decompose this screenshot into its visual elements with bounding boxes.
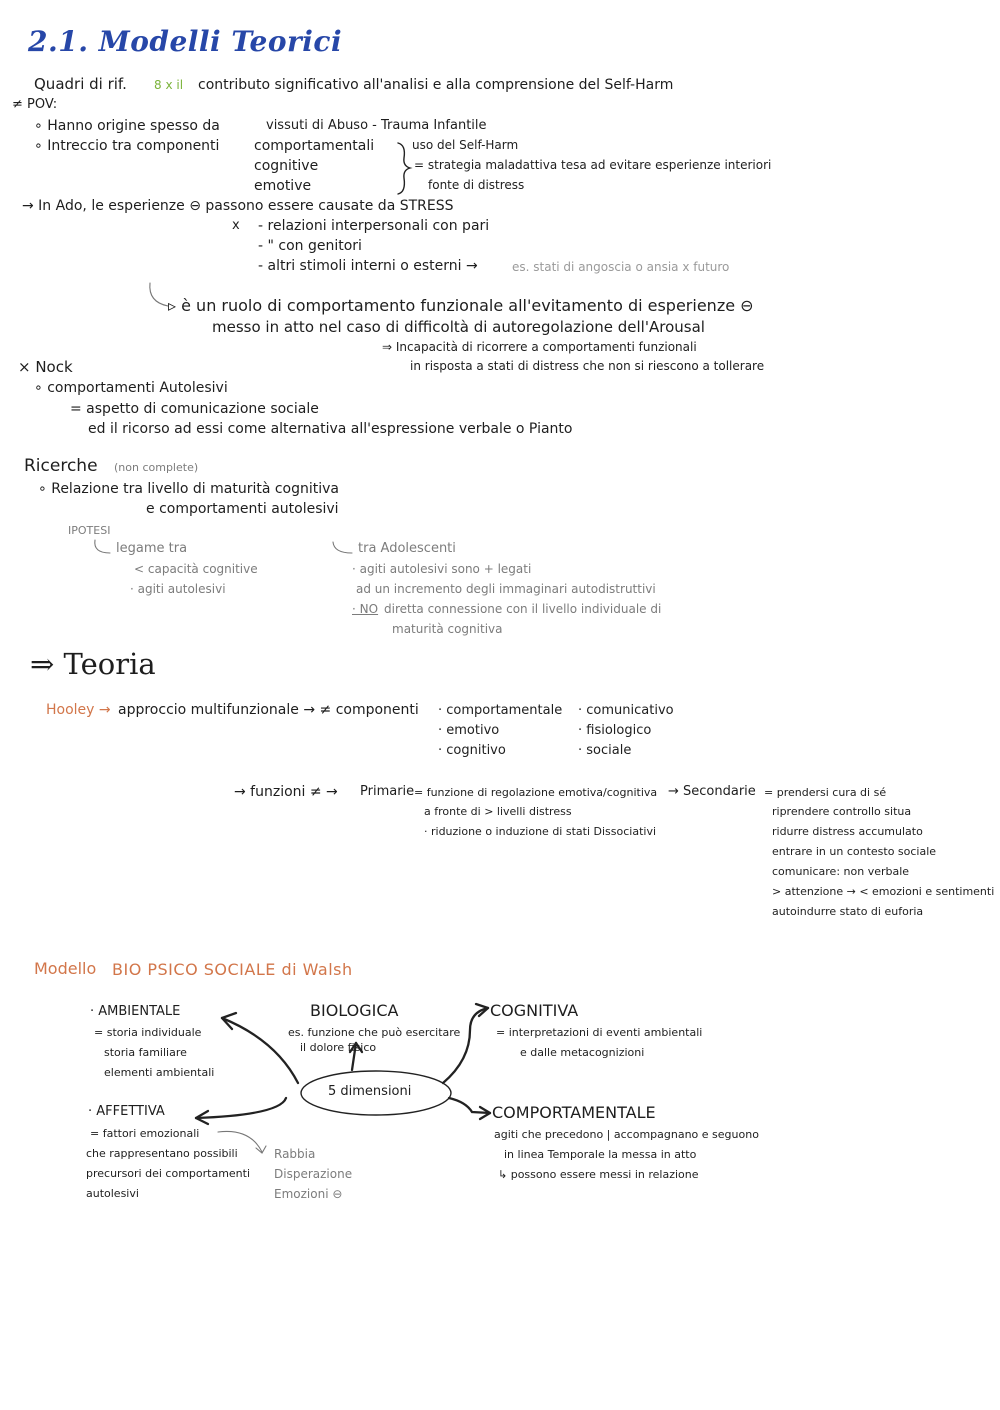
affettiva-4: autolesivi <box>86 1187 139 1200</box>
comportamentale-1: agiti che precedono | accompagnano e seguono <box>494 1128 759 1141</box>
intro-line1a: Quadri di rif. <box>34 75 127 93</box>
affettiva-1: = fattori emozionali <box>90 1127 200 1140</box>
emozione-negative: Emozioni ⊖ <box>274 1187 343 1201</box>
affettiva-3: precursori dei comportamenti <box>86 1167 251 1180</box>
ado-research-head: tra Adolescenti <box>358 541 456 556</box>
hooley-approccio: approccio multifunzionale → ≠ componenti <box>118 702 419 718</box>
ricerche-note: (non complete) <box>114 461 199 474</box>
secondarie-2: riprendere controllo situa <box>772 805 912 818</box>
comportamentale-3: ↳ possono essere messi in relazione <box>498 1168 699 1181</box>
uso-line1: uso del Self-Harm <box>412 138 519 152</box>
secondarie-4: entrare in un contesto sociale <box>772 845 937 858</box>
comp-item-4: · comunicativo <box>578 703 674 718</box>
secondarie-5: comunicare: non verbale <box>772 865 910 878</box>
ado-research-1: · agiti autolesivi sono + legati <box>352 562 532 576</box>
emozione-disperazione: Disperazione <box>274 1167 353 1181</box>
biologica-2: il dolore fisico <box>300 1041 377 1054</box>
nock-line2: = aspetto di comunicazione sociale <box>70 401 319 417</box>
primarie-3: · riduzione o induzione di stati Dissociativi <box>424 825 657 838</box>
primarie-2: a fronte di > livelli distress <box>424 805 572 818</box>
uso-line2: = strategia maladattiva tesa ad evitare esperienze interiori <box>414 158 772 172</box>
secondarie-6: > attenzione → < emozioni e sentimenti <box>772 885 995 898</box>
ruolo-line1: ▹ è un ruolo di comportamento funzionale all'evitamento di esperienze ⊖ <box>168 296 754 315</box>
walsh-center: 5 dimensioni <box>328 1084 412 1099</box>
ipotesi-agiti: · agiti autolesivi <box>130 582 226 596</box>
rel-3-example: es. stati di angoscia o ansia x futuro <box>512 260 730 274</box>
ricerche-bullet-b: e comportamenti autolesivi <box>146 501 339 517</box>
ambientale-1: = storia individuale <box>94 1026 202 1039</box>
ado-line: → In Ado, le esperienze ⊖ passono essere causate da STRESS <box>22 198 454 214</box>
comportamentale-2: in linea Temporale la messa in atto <box>504 1148 697 1161</box>
rel-3: - altri stimoli interni o esterni → <box>258 258 478 274</box>
affettiva-heading: · AFFETTIVA <box>88 1104 165 1119</box>
funzioni-label: → funzioni ≠ → <box>234 784 338 800</box>
ado-research-3: diretta connessione con il livello individuale di <box>384 602 662 616</box>
comp-cognitive: cognitive <box>254 158 319 174</box>
biologica-heading: BIOLOGICA <box>310 1001 399 1020</box>
intro-line1b: 8 x il <box>154 78 184 92</box>
affettiva-2: che rappresentano possibili <box>86 1147 238 1160</box>
walsh-heading-1: Modello <box>34 959 97 978</box>
ado-research-no: · NO <box>352 602 379 616</box>
rel-2: - " con genitori <box>258 238 362 254</box>
comp-item-6: · sociale <box>578 743 632 758</box>
secondarie-1: = prendersi cura di sé <box>764 786 887 799</box>
cognitiva-2: e dalle metacognizioni <box>520 1046 645 1059</box>
ambientale-2: storia familiare <box>104 1046 187 1059</box>
uso-line3: fonte di distress <box>428 178 525 192</box>
emozione-rabbia: Rabbia <box>274 1147 316 1161</box>
ipotesi-legame: legame tra <box>116 541 188 556</box>
ricerche-bullet: ∘ Relazione tra livello di maturità cognitiva <box>38 481 340 497</box>
biologica-1: es. funzione che può esercitare <box>288 1026 461 1039</box>
ricerche-heading: Ricerche <box>24 456 98 476</box>
nock-bullet: ∘ comportamenti Autolesivi <box>34 380 228 396</box>
x-mark: x <box>232 218 240 233</box>
intro-bullet2: ∘ Intreccio tra componenti <box>34 138 220 154</box>
cognitiva-1: = interpretazioni di eventi ambientali <box>496 1026 703 1039</box>
comp-item-1: · comportamentale <box>438 703 563 718</box>
ipotesi-label: IPOTESI <box>68 524 111 537</box>
intro-bullet1b: vissuti di Abuso - Trauma Infantile <box>266 118 487 133</box>
intro-bullet1: ∘ Hanno origine spesso da <box>34 118 220 134</box>
walsh-heading-2: BIO PSICO SOCIALE di Walsh <box>112 960 353 979</box>
comp-item-5: · fisiologico <box>578 723 652 738</box>
intro-pov: ≠ POV: <box>12 97 58 112</box>
comp-item-2: · emotivo <box>438 723 500 738</box>
comp-item-3: · cognitivo <box>438 743 506 758</box>
teoria-heading: ⇒ Teoria <box>30 647 156 681</box>
nock-heading: × Nock <box>18 358 73 376</box>
intro-line1c: contributo significativo all'analisi e alla comprensione del Self-Harm <box>198 77 674 93</box>
hooley-label: Hooley → <box>46 702 111 718</box>
page-title: 2.1. Modelli Teorici <box>28 25 343 58</box>
comportamentale-heading: COMPORTAMENTALE <box>492 1103 656 1122</box>
ruolo-line2: messo in atto nel caso di difficoltà di autoregolazione dell'Arousal <box>212 318 705 336</box>
cognitiva-heading: COGNITIVA <box>490 1001 579 1020</box>
incap-line2: in risposta a stati di distress che non si riescono a tollerare <box>410 359 765 373</box>
primarie-label: Primarie <box>360 784 415 799</box>
secondarie-7: autoindurre stato di euforia <box>772 905 924 918</box>
primarie-1: = funzione di regolazione emotiva/cognitiva <box>414 786 658 799</box>
ado-research-2: ad un incremento degli immaginari autodistruttivi <box>356 582 656 596</box>
secondarie-label: → Secondarie <box>668 784 756 799</box>
ipotesi-capacita: < capacità cognitive <box>134 562 258 576</box>
nock-line3: ed il ricorso ad essi come alternativa all'espressione verbale o Pianto <box>88 421 573 437</box>
comp-comportamentali: comportamentali <box>254 138 375 154</box>
incap-line1: ⇒ Incapacità di ricorrere a comportamenti funzionali <box>382 340 697 354</box>
rel-1: - relazioni interpersonali con pari <box>258 218 490 234</box>
ambientale-3: elementi ambientali <box>104 1066 215 1079</box>
comp-emotive: emotive <box>254 178 312 194</box>
secondarie-3: ridurre distress accumulato <box>772 825 923 838</box>
ambientale-heading: · AMBIENTALE <box>90 1004 181 1019</box>
ado-research-4: maturità cognitiva <box>392 622 503 636</box>
